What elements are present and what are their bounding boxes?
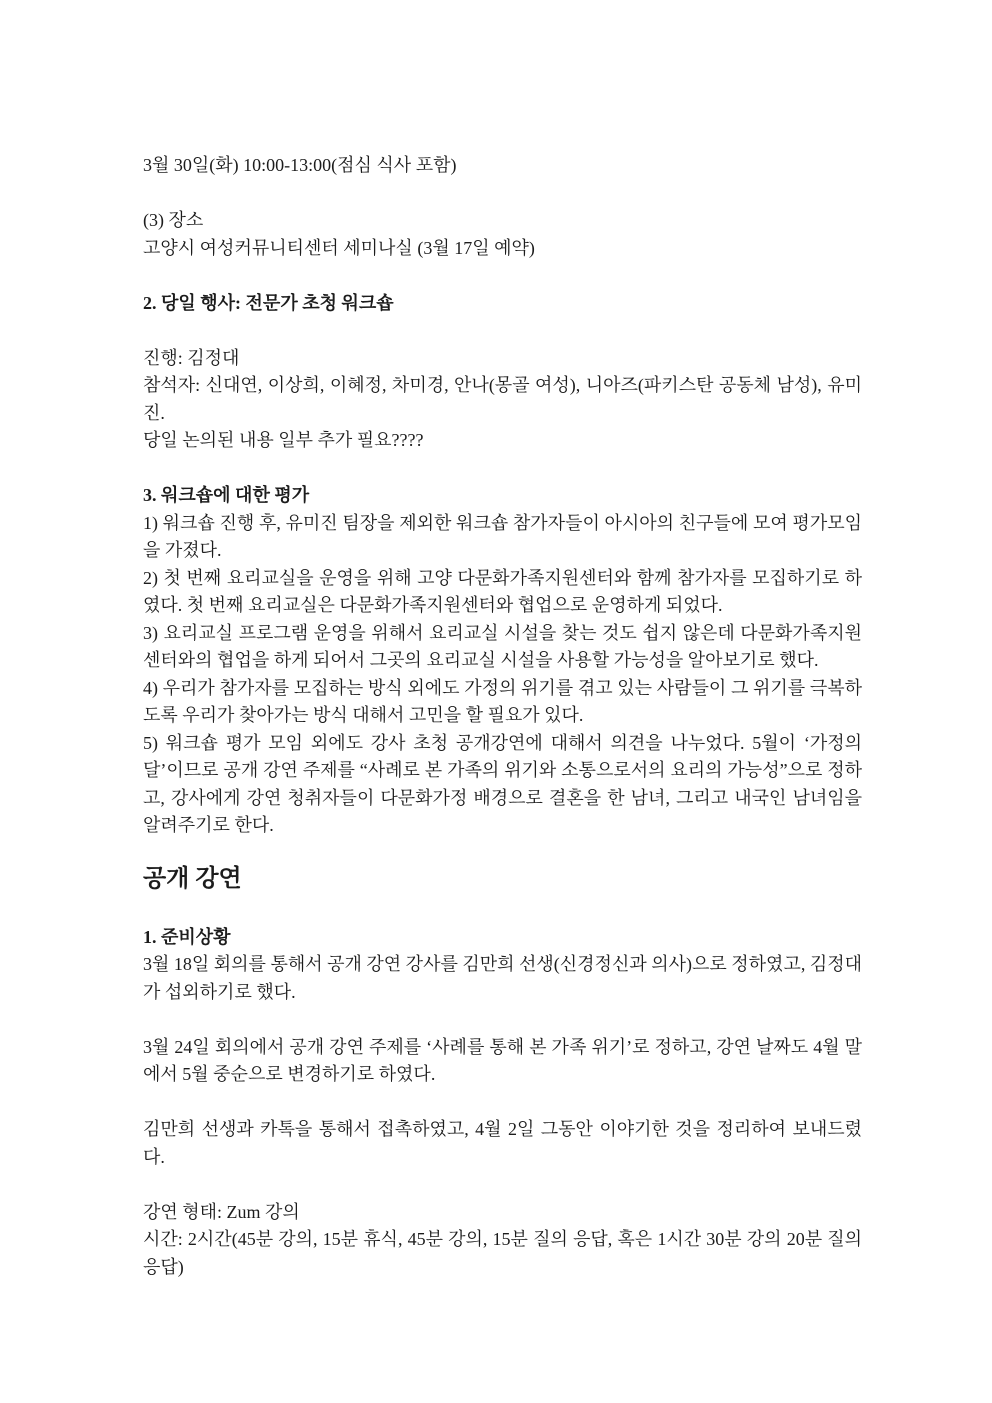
blank-line-spacer: [143, 317, 862, 345]
blank-line-spacer: [143, 180, 862, 208]
paragraph: 3월 24일 회의에서 공개 강연 주제를 ‘사례를 통해 본 가족 위기’로 정하고, 강연 날짜도 4월 말에서 5월 중순으로 변경하기로 하였다.: [143, 1036, 862, 1084]
paragraph: 강연 형태: Zum 강의: [143, 1201, 300, 1222]
paragraph: 고양시 여성커뮤니티센터 세미나실 (3월 17일 예약): [143, 237, 535, 258]
blank-line-spacer: [143, 1006, 862, 1034]
paragraph: 진행: 김정대: [143, 347, 240, 368]
section-heading: 2. 당일 행사: 전문가 초청 워크숍: [143, 292, 394, 313]
blank-line-spacer: [143, 1171, 862, 1199]
blank-line-spacer: [143, 1089, 862, 1117]
paragraph: 5) 워크숍 평가 모임 외에도 강사 초청 공개강연에 대해서 의견을 나누었다. 5월이 ‘가정의 달’이므로 공개 강연 주제를 “사례로 본 가족의 위기와 소통으로서의 요리의 가능성”으로 정하고, 강사에게 강연 청취자들이 다문화가정 배경으로 결혼을 한 남녀, 그리고 내국인 남녀임을 알려주기로 한다.: [143, 732, 862, 835]
paragraph: (3) 장소: [143, 210, 204, 230]
paragraph: 당일 논의된 내용 일부 추가 필요????: [143, 430, 424, 450]
document-heading: 공개 강연: [143, 865, 242, 892]
paragraph: 참석자: 신대연, 이상희, 이혜정, 차미경, 안나(몽골 여성), 니아즈(파키스탄 공동체 남성), 유미진.: [143, 375, 862, 423]
paragraph: 3) 요리교실 프로그램 운영을 위해서 요리교실 시설을 찾는 것도 쉽지 않은데 다문화가족지원센터와의 협업을 하게 되어서 그곳의 요리교실 시설을 사용할 가능성을 알아보기로 했다.: [143, 622, 862, 670]
paragraph: 시간: 2시간(45분 강의, 15분 휴식, 45분 강의, 15분 질의 응답, 혹은 1시간 30분 강의 20분 질의 응답): [143, 1229, 862, 1277]
section-heading: 3. 워크숍에 대한 평가: [143, 485, 310, 505]
paragraph: 2) 첫 번째 요리교실을 운영을 위해 고양 다문화가족지원센터와 함께 참가자를 모집하기로 하였다. 첫 번째 요리교실은 다문화가족지원센터와 협업으로 운영하게 되었다.: [143, 567, 862, 615]
section-heading: 1. 준비상황: [143, 926, 231, 947]
paragraph: 1) 워크숍 진행 후, 유미진 팀장을 제외한 워크숍 참가자들이 아시아의 친구들에 모여 평가모임을 가졌다.: [143, 512, 862, 560]
paragraph: 3월 30일(화) 10:00-13:00(점심 식사 포함): [143, 155, 457, 175]
paragraph: 4) 우리가 참가자를 모집하는 방식 외에도 가정의 위기를 겪고 있는 사람들이 그 위기를 극복하도록 우리가 찾아가는 방식 대해서 고민을 할 필요가 있다.: [143, 677, 862, 725]
blank-line-spacer: [143, 262, 862, 290]
paragraph: 3월 18일 회의를 통해서 공개 강연 강사를 김만희 선생(신경정신과 의사)으로 정하였고, 김정대가 섭외하기로 했다.: [143, 954, 862, 1002]
paragraph: 김만희 선생과 카톡을 통해서 접촉하였고, 4월 2일 그동안 이야기한 것을 정리하여 보내드렸다.: [143, 1119, 862, 1167]
blank-line-spacer: [143, 455, 862, 483]
